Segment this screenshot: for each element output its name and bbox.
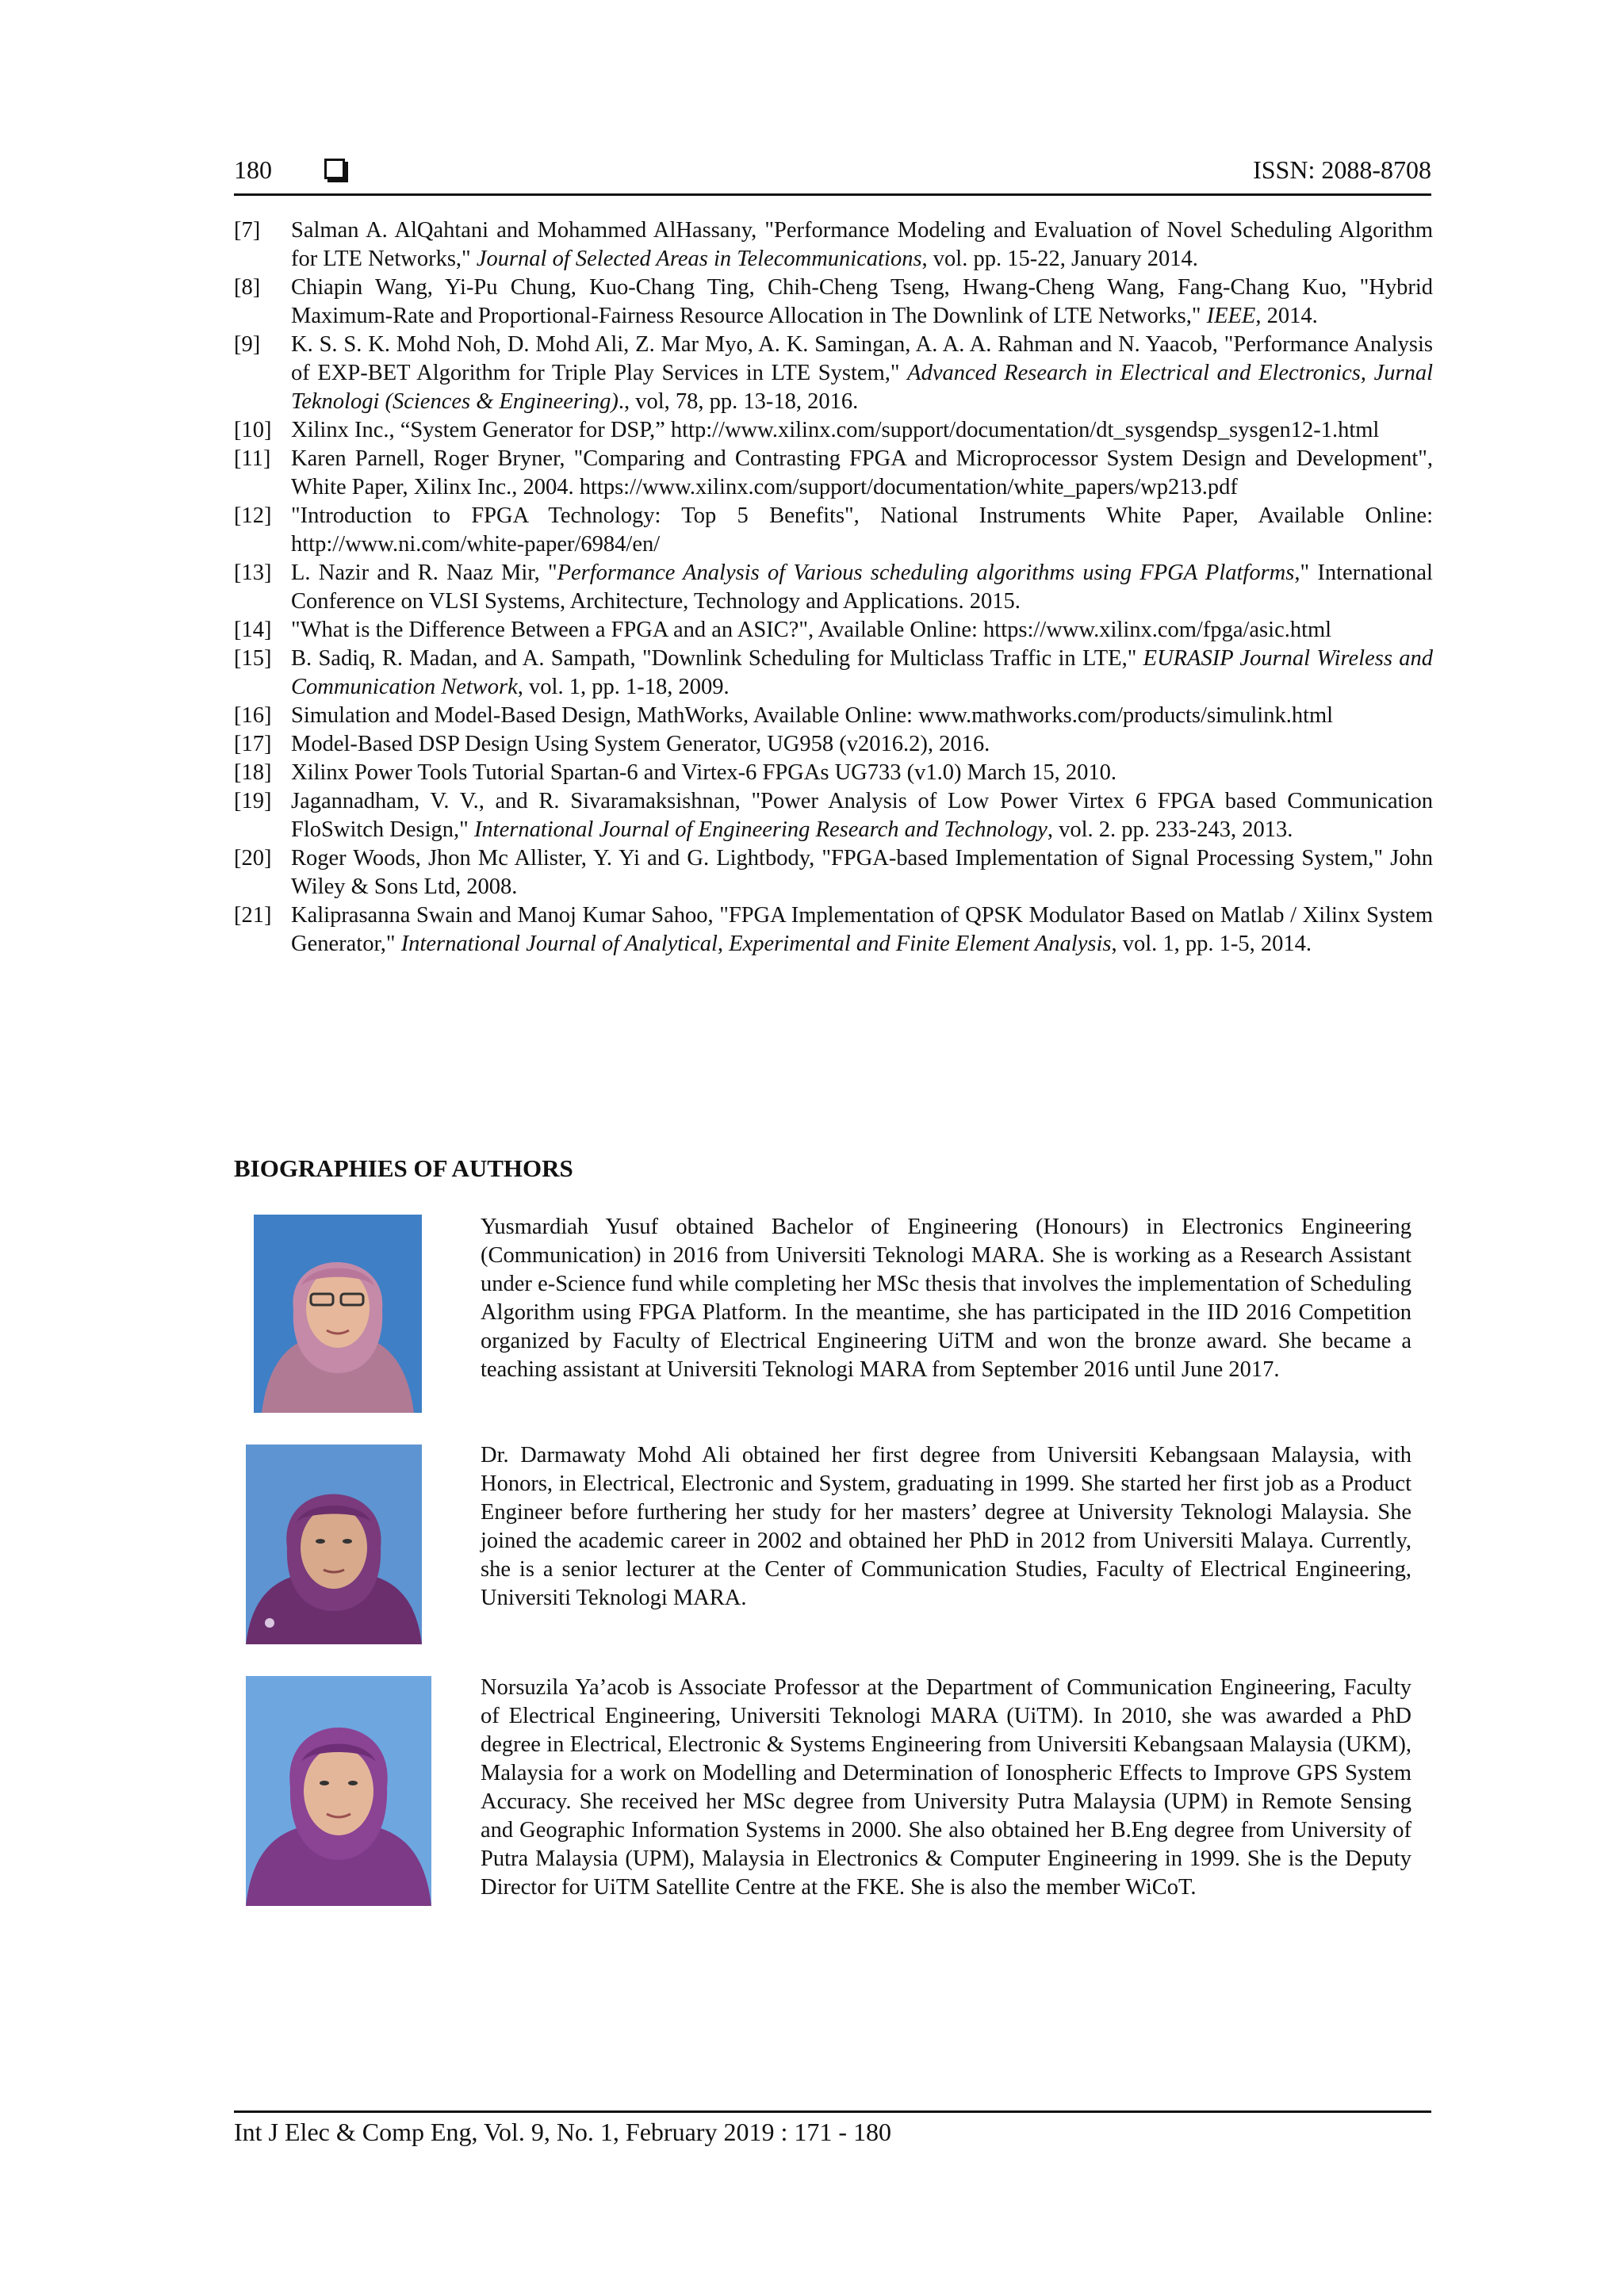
biography-darmawaty: Dr. Darmawaty Mohd Ali obtained her first degree from Universiti Kebangsaan Malaysia, with Honors, in Electrical, Electronic and System, graduating in 1999. She started her first job as a Product Engineer before furthering her study for her masters’ degree at University Teknologi Malaysia. She joined the academic career in 2002 and obtained her PhD in 2012 from Universiti Malaya. Currently, she is a senior lecturer at the Center of Communication Studies, Faculty of Electrical Engineering, Universiti Teknologi MARA. (481, 1443, 1411, 1610)
reference-text (291, 416, 1433, 445)
reference-part: Karen Parnell, Roger Bryner, "Comparing and Contrasting FPGA and Microprocessor System Design and Development", White Paper, Xilinx Inc., 2004. https://www.xilinx.com/support/documentation/white_papers/wp213.pdf (291, 446, 1433, 499)
reference-italic-part: International Journal of Analytical, Experimental and Finite Element Analysis (400, 932, 1112, 956)
reference-part: L. Nazir and R. Naaz Mir, " (291, 561, 557, 585)
reference-text (291, 502, 1433, 559)
reference-item (234, 274, 1433, 331)
reference-item (234, 901, 1433, 959)
reference-item (234, 787, 1433, 844)
reference-italic-part: International Journal of Engineering Research and Technology (473, 817, 1048, 842)
reference-number: [12] (234, 503, 272, 528)
reference-item (234, 616, 1433, 645)
reference-item (234, 730, 1433, 759)
reference-part: , vol. pp. 15-22, January 2014. (921, 247, 1198, 271)
reference-item (234, 416, 1433, 445)
reference-part: Salman A. AlQahtani and Mohammed AlHassany, "Performance Modeling and Evaluation of Novel Scheduling Algorithm for LTE Networks," (291, 218, 1433, 271)
reference-text (291, 445, 1433, 502)
reference-part: Jagannadham, V. V., and R. Sivaramaksishnan, "Power Analysis of Low Power Virtex 6 FPGA based Communication FloSwitch Design," (291, 789, 1433, 842)
reference-text (291, 645, 1433, 702)
reference-italic-part: EURASIP Journal Wireless and Communication Network (291, 646, 1433, 699)
reference-text (291, 787, 1433, 844)
reference-part: Simulation and Model-Based Design, MathWorks, Available Online: www.mathworks.com/products/simulink.html (291, 703, 1334, 728)
reference-part: ., vol, 78, pp. 13-18, 2016. (618, 389, 859, 414)
reference-item (234, 559, 1433, 616)
reference-number: [14] (234, 618, 272, 642)
reference-item (234, 445, 1433, 502)
reference-part: "Introduction to FPGA Technology: Top 5 Benefits", National Instruments White Paper, Available Online: http://www.ni.com/white-paper/6984/en/ (291, 503, 1433, 557)
reference-part: K. S. S. K. Mohd Noh, D. Mohd Ali, Z. Mar Myo, A. K. Samingan, A. A. A. Rahman and N. Yaacob, "Performance Analysis of EXP-BET Algorithm for Triple Play Services in LTE System," (291, 332, 1433, 385)
reference-text (291, 759, 1433, 787)
reference-italic-part: Journal of Selected Areas in Telecommunications (476, 247, 922, 271)
author-photo-darmawaty (246, 1445, 422, 1644)
reference-item (234, 216, 1433, 274)
reference-number: [13] (234, 561, 272, 585)
reference-text (291, 901, 1433, 959)
page-number: 180 (234, 155, 272, 184)
reference-part: , vol. 2. pp. 233-243, 2013. (1047, 817, 1293, 842)
reference-part: Xilinx Power Tools Tutorial Spartan-6 and Virtex-6 FPGAs UG733 (v1.0) March 15, 2010. (291, 760, 1116, 785)
reference-part: Roger Woods, Jhon Mc Allister, Y. Yi and G. Lightbody, "FPGA-based Implementation of Signal Processing System," John Wiley & Sons Ltd, 2008. (291, 846, 1433, 899)
reference-item (234, 759, 1433, 787)
header-rule (234, 193, 1431, 196)
reference-text (291, 616, 1433, 645)
reference-text (291, 730, 1433, 759)
reference-number: [21] (234, 903, 272, 928)
reference-number: [7] (234, 218, 261, 243)
reference-text (291, 844, 1433, 901)
page-header (234, 152, 1431, 197)
reference-part: , 2014. (1255, 304, 1318, 328)
reference-number: [18] (234, 760, 272, 785)
reference-number: [17] (234, 732, 272, 756)
author-photo-norsuzila (246, 1676, 431, 1906)
reference-number: [10] (234, 418, 272, 442)
reference-part: , vol. 1, pp. 1-18, 2009. (517, 675, 730, 699)
reference-number: [8] (234, 275, 261, 300)
reference-list (234, 216, 1433, 959)
reference-text (291, 331, 1433, 416)
reference-number: [15] (234, 646, 272, 671)
reference-italic-part: Advanced Research in Electrical and Electronics, Jurnal Teknologi (Sciences & Engineering) (291, 361, 1433, 414)
reference-part: Kaliprasanna Swain and Manoj Kumar Sahoo, "FPGA Implementation of QPSK Modulator Based on Matlab / Xilinx System Generator," (291, 903, 1433, 956)
reference-italic-part: Performance Analysis of Various scheduling algorithms using FPGA Platforms (557, 561, 1295, 585)
biographies-heading: BIOGRAPHIES OF AUTHORS (234, 1154, 573, 1182)
reference-part: Chiapin Wang, Yi-Pu Chung, Kuo-Chang Ting, Chih-Cheng Tseng, Hwang-Cheng Wang, Fang-Chang Kuo, "Hybrid Maximum-Rate and Proportional-Fairness Resource Allocation in The Downlink of LTE Networks," (291, 275, 1433, 328)
author-portrait-2-icon (246, 1445, 422, 1644)
reference-part: "What is the Difference Between a FPGA and an ASIC?", Available Online: https://www.xilinx.com/fpga/asic.html (291, 618, 1332, 642)
reference-item (234, 844, 1433, 901)
reference-item (234, 645, 1433, 702)
biography-norsuzila: Norsuzila Ya’acob is Associate Professor at the Department of Communication Engineering, Faculty of Electrical Engineering, Universiti Teknologi MARA (UiTM). In 2010, she was awarded a PhD degree in Electrical, Electronic & Systems Engineering from Universiti Kebangsaan Malaysia (UKM), Malaysia for a work on Modelling and Determination of Ionospheric Effects to Improve GPS System Accuracy. She received her MSc degree from University Putra Malaysia (UPM) in Remote Sensing and Geographic Information Systems in 2000. She also obtained her B.Eng degree from University of Putra Malaysia (UPM), Malaysia in Electronics & Computer Engineering in 1999. She is the Deputy Director for UiTM Satellite Centre at the FKE. She is also the member WiCoT. (481, 1675, 1411, 1900)
page-footer: Int J Elec & Comp Eng, Vol. 9, No. 1, February 2019 : 171 - 180 (234, 2118, 891, 2146)
footer-rule (234, 2110, 1431, 2113)
reference-part: , vol. 1, pp. 1-5, 2014. (1111, 932, 1312, 956)
author-portrait-3-icon (246, 1676, 431, 1906)
reference-part: ," International Conference on VLSI Systems, Architecture, Technology and Applications. 2015. (291, 561, 1433, 614)
reference-item (234, 331, 1433, 416)
reference-number: [16] (234, 703, 272, 728)
reference-number: [19] (234, 789, 272, 813)
reference-part: Model-Based DSP Design Using System Generator, UG958 (v2016.2), 2016. (291, 732, 990, 756)
author-portrait-1-icon (254, 1215, 422, 1413)
ballot-box-icon (324, 159, 345, 179)
reference-number: [11] (234, 446, 271, 471)
reference-number: [9] (234, 332, 261, 357)
biography-yusmardiah: Yusmardiah Yusuf obtained Bachelor of Engineering (Honours) in Electronics Engineering (Communication) in 2016 from Universiti Teknologi MARA. She is working as a Research Assistant under e-Science fund while completing her MSc thesis that involves the implementation of Scheduling Algorithm using FPGA Platform. In the meantime, she has participated in the IID 2016 Competition organized by Faculty of Electrical Engineering UiTM and won the bronze award. She became a teaching assistant at Universiti Teknologi MARA from September 2016 until June 2017. (481, 1215, 1411, 1382)
reference-italic-part: IEEE (1206, 304, 1256, 328)
reference-text (291, 216, 1433, 274)
issn-label: ISSN: 2088-8708 (1253, 155, 1431, 184)
reference-item (234, 702, 1433, 730)
reference-text (291, 559, 1433, 616)
reference-part: Xilinx Inc., “System Generator for DSP,” http://www.xilinx.com/support/documentation/dt_sysgendsp_sysgen12-1.html (291, 418, 1380, 442)
reference-text (291, 702, 1433, 730)
reference-number: [20] (234, 846, 272, 871)
author-photo-yusmardiah (254, 1215, 422, 1413)
reference-item (234, 502, 1433, 559)
reference-text (291, 274, 1433, 331)
reference-part: B. Sadiq, R. Madan, and A. Sampath, "Downlink Scheduling for Multiclass Traffic in LTE," (291, 646, 1143, 671)
